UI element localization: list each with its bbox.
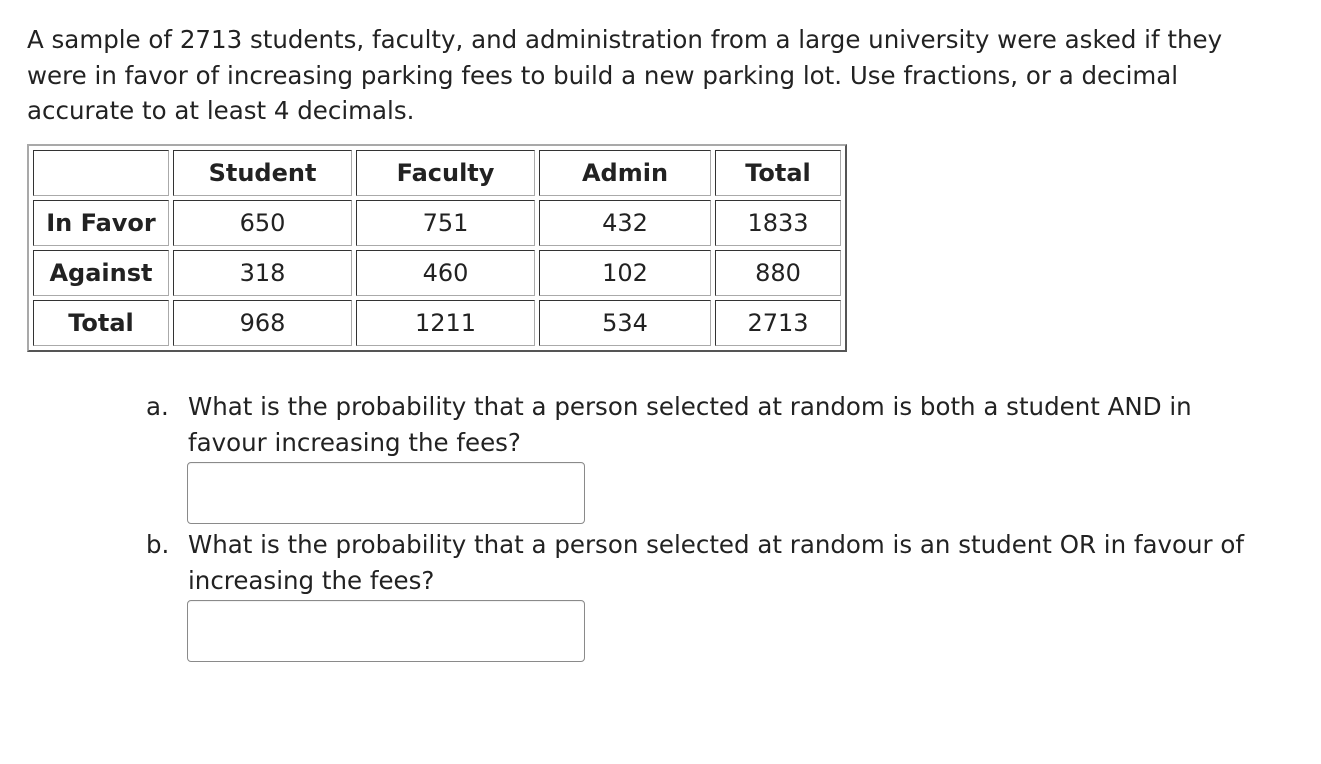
table-corner-cell: [33, 150, 169, 196]
table-cell: 1211: [356, 300, 535, 346]
table-row-total: [33, 300, 841, 346]
column-header-student: Student: [173, 150, 352, 196]
table-row-against: [33, 250, 841, 296]
table-cell: 102: [539, 250, 711, 296]
table-cell: 460: [356, 250, 535, 296]
question-a-letter: a.: [146, 392, 169, 421]
question-b-letter: b.: [146, 530, 170, 559]
table-cell: 432: [539, 200, 711, 246]
table-cell: 751: [356, 200, 535, 246]
table-cell: 968: [173, 300, 352, 346]
question-b-text: What is the probability that a person selected at random is an student OR in favour of increasing the fees?: [188, 530, 1245, 595]
question-b: [146, 527, 1266, 598]
column-header-total: Total: [715, 150, 841, 196]
table-cell: 318: [173, 250, 352, 296]
table-header-row: [33, 150, 841, 196]
contingency-table: [27, 144, 847, 352]
table-cell: 1833: [715, 200, 841, 246]
answer-input-b[interactable]: [187, 600, 585, 662]
table-cell: 534: [539, 300, 711, 346]
row-header-total: Total: [33, 300, 169, 346]
column-header-faculty: Faculty: [356, 150, 535, 196]
row-header-in-favor: In Favor: [33, 200, 169, 246]
question-a-text: What is the probability that a person selected at random is both a student AND in favour increasing the fees?: [188, 392, 1192, 457]
row-header-against: Against: [33, 250, 169, 296]
column-header-admin: Admin: [539, 150, 711, 196]
table-cell: 880: [715, 250, 841, 296]
table-row-in-favor: [33, 200, 841, 246]
question-a: [146, 389, 1266, 460]
table-cell: 2713: [715, 300, 841, 346]
answer-input-a[interactable]: [187, 462, 585, 524]
table-cell: 650: [173, 200, 352, 246]
problem-statement: A sample of 2713 students, faculty, and administration from a large university were asked if they were in favor of increasing parking fees to build a new parking lot. Use fractions, or a decimal accurate to at least 4 decimals.: [27, 25, 1223, 125]
